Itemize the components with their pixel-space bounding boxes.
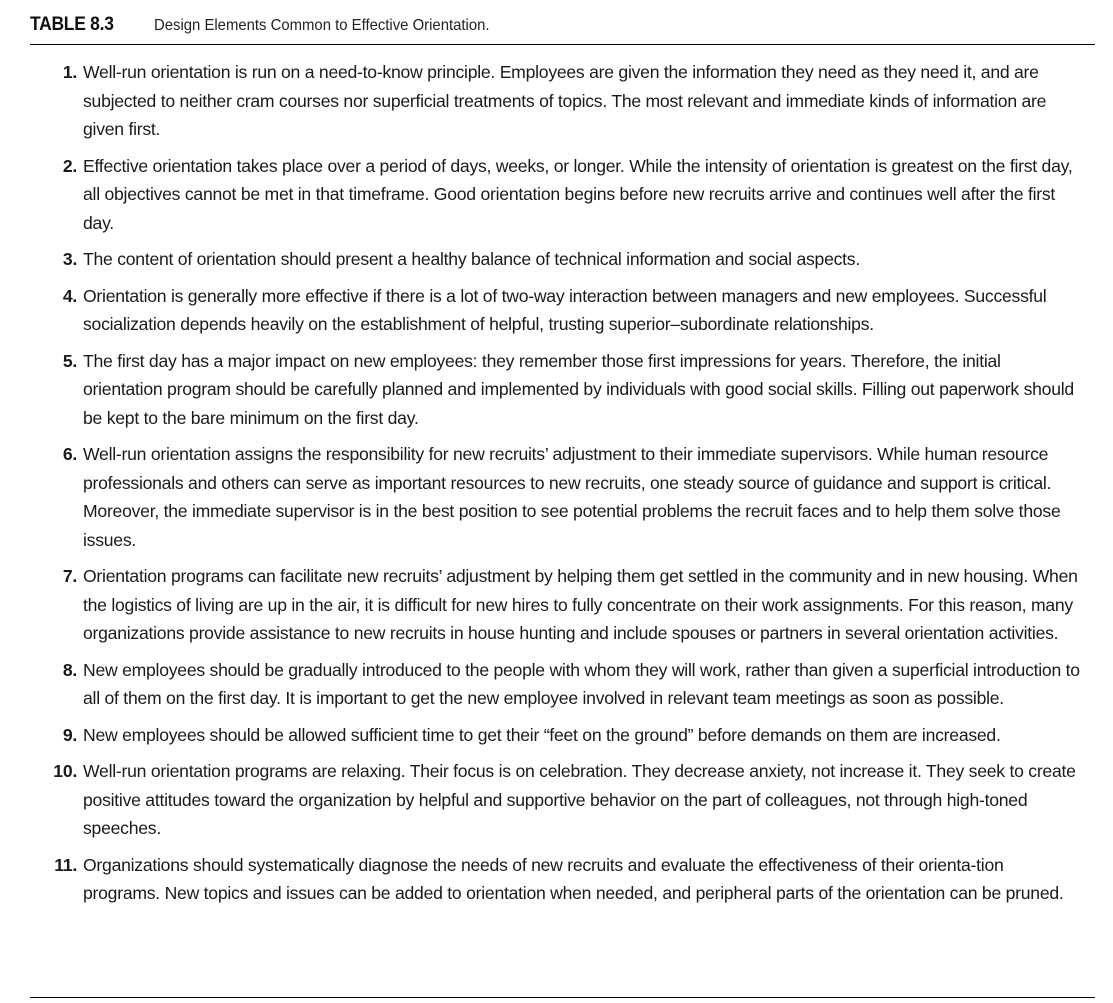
item-text: The content of orientation should present a healthy balance of technical information and social aspects.: [83, 249, 860, 269]
item-number: 1.: [62, 62, 77, 82]
list-item: [30, 152, 1083, 238]
item-text: The first day has a major impact on new employees: they remember those first impressions for years. Therefore, the initial orientation program should be carefully planned and implemented by individuals with good social skills. Filling out paperwork should be kept to the bare minimum on the first day.: [83, 350, 1074, 428]
design-elements-list: [30, 58, 1095, 916]
list-item: [30, 562, 1083, 648]
list-item: [30, 656, 1083, 713]
list-item: [30, 757, 1083, 843]
item-text: Organizations should systematically diagnose the needs of new recruits and evaluate the effectiveness of their orienta-tion programs. New topics and issues can be added to orientation when needed, and peripheral parts of the orientation can be pruned.: [83, 854, 1064, 903]
item-text: Well-run orientation is run on a need-to-know principle. Employees are given the information they need as they need it, and are subjected to neither cram courses nor superficial treatments of topics. The most relevant and immediate kinds of information are given first.: [83, 62, 1047, 139]
item-text: New employees should be allowed sufficient time to get their “feet on the ground” before demands on them are increased.: [83, 724, 1001, 745]
item-number: 7.: [62, 566, 77, 586]
item-number: 8.: [62, 659, 77, 680]
list-item: [30, 440, 1083, 554]
item-text: Orientation is generally more effective if there is a lot of two-way interaction between managers and new employees. Successful socialization depends heavily on the establishment of helpful, trusting superior–subordinate relationships.: [83, 285, 1047, 334]
list-item: [30, 347, 1083, 433]
item-number: 11.: [54, 854, 77, 875]
table-label: TABLE 8.3: [30, 14, 114, 35]
item-number: 4.: [62, 285, 77, 306]
list-item: [30, 245, 1083, 274]
item-text: Effective orientation takes place over a period of days, weeks, or longer. While the intensity of orientation is greatest on the first day, all objectives cannot be met in that timeframe. Good orientation begins before new recruits arrive and continues well after the first day.: [83, 155, 1073, 233]
item-text: New employees should be gradually introduced to the people with whom they will work, rather than given a superficial introduction to all of them on the first day. It is important to get the new employee involved in relevant team meetings as soon as possible.: [83, 659, 1080, 708]
item-text: Well-run orientation assigns the responsibility for new recruits’ adjustment to their immediate supervisors. While human resource professionals and others can serve as important resources to new recruits, one steady source of guidance and support is critical. Moreover, the immediate supervisor is in the best position to see potential problems the recruit faces and to help them solve those issues.: [83, 444, 1061, 550]
item-number: 3.: [62, 249, 77, 269]
item-number: 2.: [62, 155, 77, 176]
item-number: 6.: [62, 444, 77, 464]
list-item: [30, 721, 1083, 750]
table-caption: Design Elements Common to Effective Orientation.: [154, 17, 490, 34]
item-text: Well-run orientation programs are relaxing. Their focus is on celebration. They decrease anxiety, not increase it. They seek to create positive attitudes toward the organization by helpful and supportive behavior on the part of colleagues, not through high-toned speeches.: [83, 761, 1076, 838]
item-number: 10.: [53, 761, 77, 781]
list-item: [30, 282, 1083, 339]
table-header: [30, 13, 1095, 45]
bottom-rule: [30, 997, 1095, 998]
list-item: [30, 851, 1083, 908]
item-number: 9.: [62, 724, 77, 745]
item-text: Orientation programs can facilitate new recruits’ adjustment by helping them get settled in the community and in new housing. When the logistics of living are up in the air, it is difficult for new hires to fully concentrate on their work assignments. For this reason, many organizations provide assistance to new recruits in house hunting and include spouses or partners in several orientation activities.: [83, 566, 1078, 643]
list-item: [30, 58, 1083, 144]
item-number: 5.: [62, 350, 77, 371]
